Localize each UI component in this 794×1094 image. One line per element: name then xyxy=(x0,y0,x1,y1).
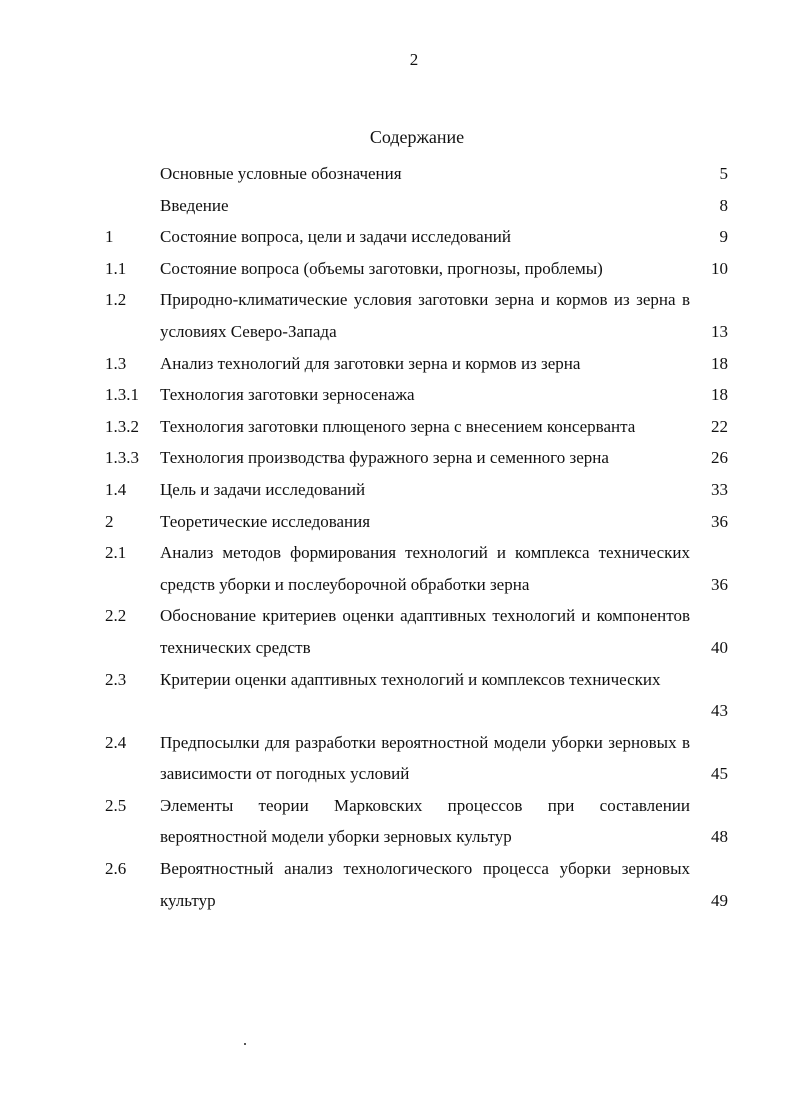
toc-entry-number: 2.1 xyxy=(105,543,127,563)
toc-entry-title: Предпосылки для разработки вероятностной модели уборки зерновых в зависимости от погодных условий xyxy=(160,732,690,784)
page-number: 2 xyxy=(409,50,419,69)
toc-entry-number: 2.4 xyxy=(105,732,127,752)
toc-entry-title: Элементы теории Марковских процессов при составлении вероятностной модели уборки зерновых культур xyxy=(160,795,690,847)
toc-entry-title: Критерии оценки адаптивных технологий и комплексов технических xyxy=(160,669,661,689)
toc-entry-number: 1.2 xyxy=(105,290,127,310)
toc-entry-number: 1.3.2 xyxy=(105,416,139,436)
toc-entry-2-3 xyxy=(0,664,794,727)
toc-entry-1-3-1 xyxy=(0,379,794,411)
toc-entry-page: 33 xyxy=(711,479,728,499)
toc-entry-title: Состояние вопроса (объемы заготовки, прогнозы, проблемы) xyxy=(160,258,603,278)
toc-entry-page: 48 xyxy=(711,827,728,847)
toc-entry-1-3-2 xyxy=(0,411,794,443)
toc-entry-page: 26 xyxy=(711,448,728,468)
scan-speck xyxy=(244,1043,246,1045)
toc-entry-number: 1.4 xyxy=(105,479,127,499)
toc-entry-number: 2.3 xyxy=(105,669,127,689)
toc-entry-page: 40 xyxy=(711,637,728,657)
toc-entry-title: Анализ методов формирования технологий и комплекса технических средств уборки и послеуборочной обработки зерна xyxy=(160,543,690,594)
toc-entry-title: Технология производства фуражного зерна и семенного зерна xyxy=(160,448,609,468)
toc-title: Содержание xyxy=(369,127,465,147)
toc-entry-title: Технология заготовки зерносенажа xyxy=(160,385,415,405)
toc-entry-number: 1 xyxy=(105,227,114,247)
toc-entry-number: 2.5 xyxy=(105,795,127,815)
toc-entry-number: 2.6 xyxy=(105,859,127,879)
toc-entry-1 xyxy=(0,221,794,253)
toc-entry-page: 8 xyxy=(719,195,728,215)
toc-entry-title: Цель и задачи исследований xyxy=(160,479,366,499)
toc-entry-title: Введение xyxy=(160,195,229,215)
toc-entry-page: 10 xyxy=(711,258,728,278)
toc-entry-number: 1.3 xyxy=(105,353,127,373)
toc-entry-page: 43 xyxy=(711,701,728,721)
toc-entry-1-3-3 xyxy=(0,442,794,474)
toc-entry-2-6 xyxy=(0,853,794,916)
toc-entry-page: 9 xyxy=(719,227,728,247)
toc-entry-1-3 xyxy=(0,348,794,380)
toc-entry-1-4 xyxy=(0,474,794,506)
toc-entry-page: 13 xyxy=(711,321,728,341)
toc-entry-title: Вероятностный анализ технологического процесса уборки зерновых культур xyxy=(160,859,690,910)
toc-entry-number: 1.1 xyxy=(105,258,127,278)
toc-entry-page: 22 xyxy=(711,416,728,436)
toc-entry-page: 49 xyxy=(711,890,728,910)
toc-entry-1-1 xyxy=(0,253,794,285)
toc-entry-number: 1.3.3 xyxy=(105,448,139,468)
toc-entry-page: 18 xyxy=(711,353,728,373)
toc-entry-title: Состояние вопроса, цели и задачи исследований xyxy=(160,227,512,247)
toc-entry-page: 45 xyxy=(711,764,728,784)
toc-entry-title: Теоретические исследования xyxy=(160,511,371,531)
toc-entry-number: 1.3.1 xyxy=(105,385,139,405)
table-of-contents xyxy=(0,158,794,916)
toc-entry-introduction xyxy=(0,190,794,222)
toc-entry-title: Природно-климатические условия заготовки зерна и кормов из зерна в условиях Северо-Запада xyxy=(160,290,690,341)
toc-entry-2-4 xyxy=(0,727,794,790)
toc-entry-1-2 xyxy=(0,284,794,347)
toc-entry-page: 18 xyxy=(711,385,728,405)
toc-entry-page: 36 xyxy=(711,511,728,531)
toc-entry-title: Обоснование критериев оценки адаптивных технологий и компонентов технических средств xyxy=(160,606,690,657)
toc-entry-2-5 xyxy=(0,790,794,853)
toc-entry-page: 5 xyxy=(719,164,728,183)
toc-entry-page: 36 xyxy=(711,574,728,594)
toc-entry-2-2 xyxy=(0,600,794,663)
toc-entry-number: 2 xyxy=(105,511,114,531)
toc-entry-title: Анализ технологий для заготовки зерна и кормов из зерна xyxy=(160,353,581,373)
toc-entry-2-1 xyxy=(0,537,794,600)
toc-entry-conventions xyxy=(0,158,794,190)
toc-entry-title: Основные условные обозначения xyxy=(160,164,402,183)
toc-entry-number: 2.2 xyxy=(105,606,127,626)
toc-entry-title: Технология заготовки плющеного зерна с внесением консерванта xyxy=(160,416,636,436)
toc-entry-2 xyxy=(0,506,794,538)
